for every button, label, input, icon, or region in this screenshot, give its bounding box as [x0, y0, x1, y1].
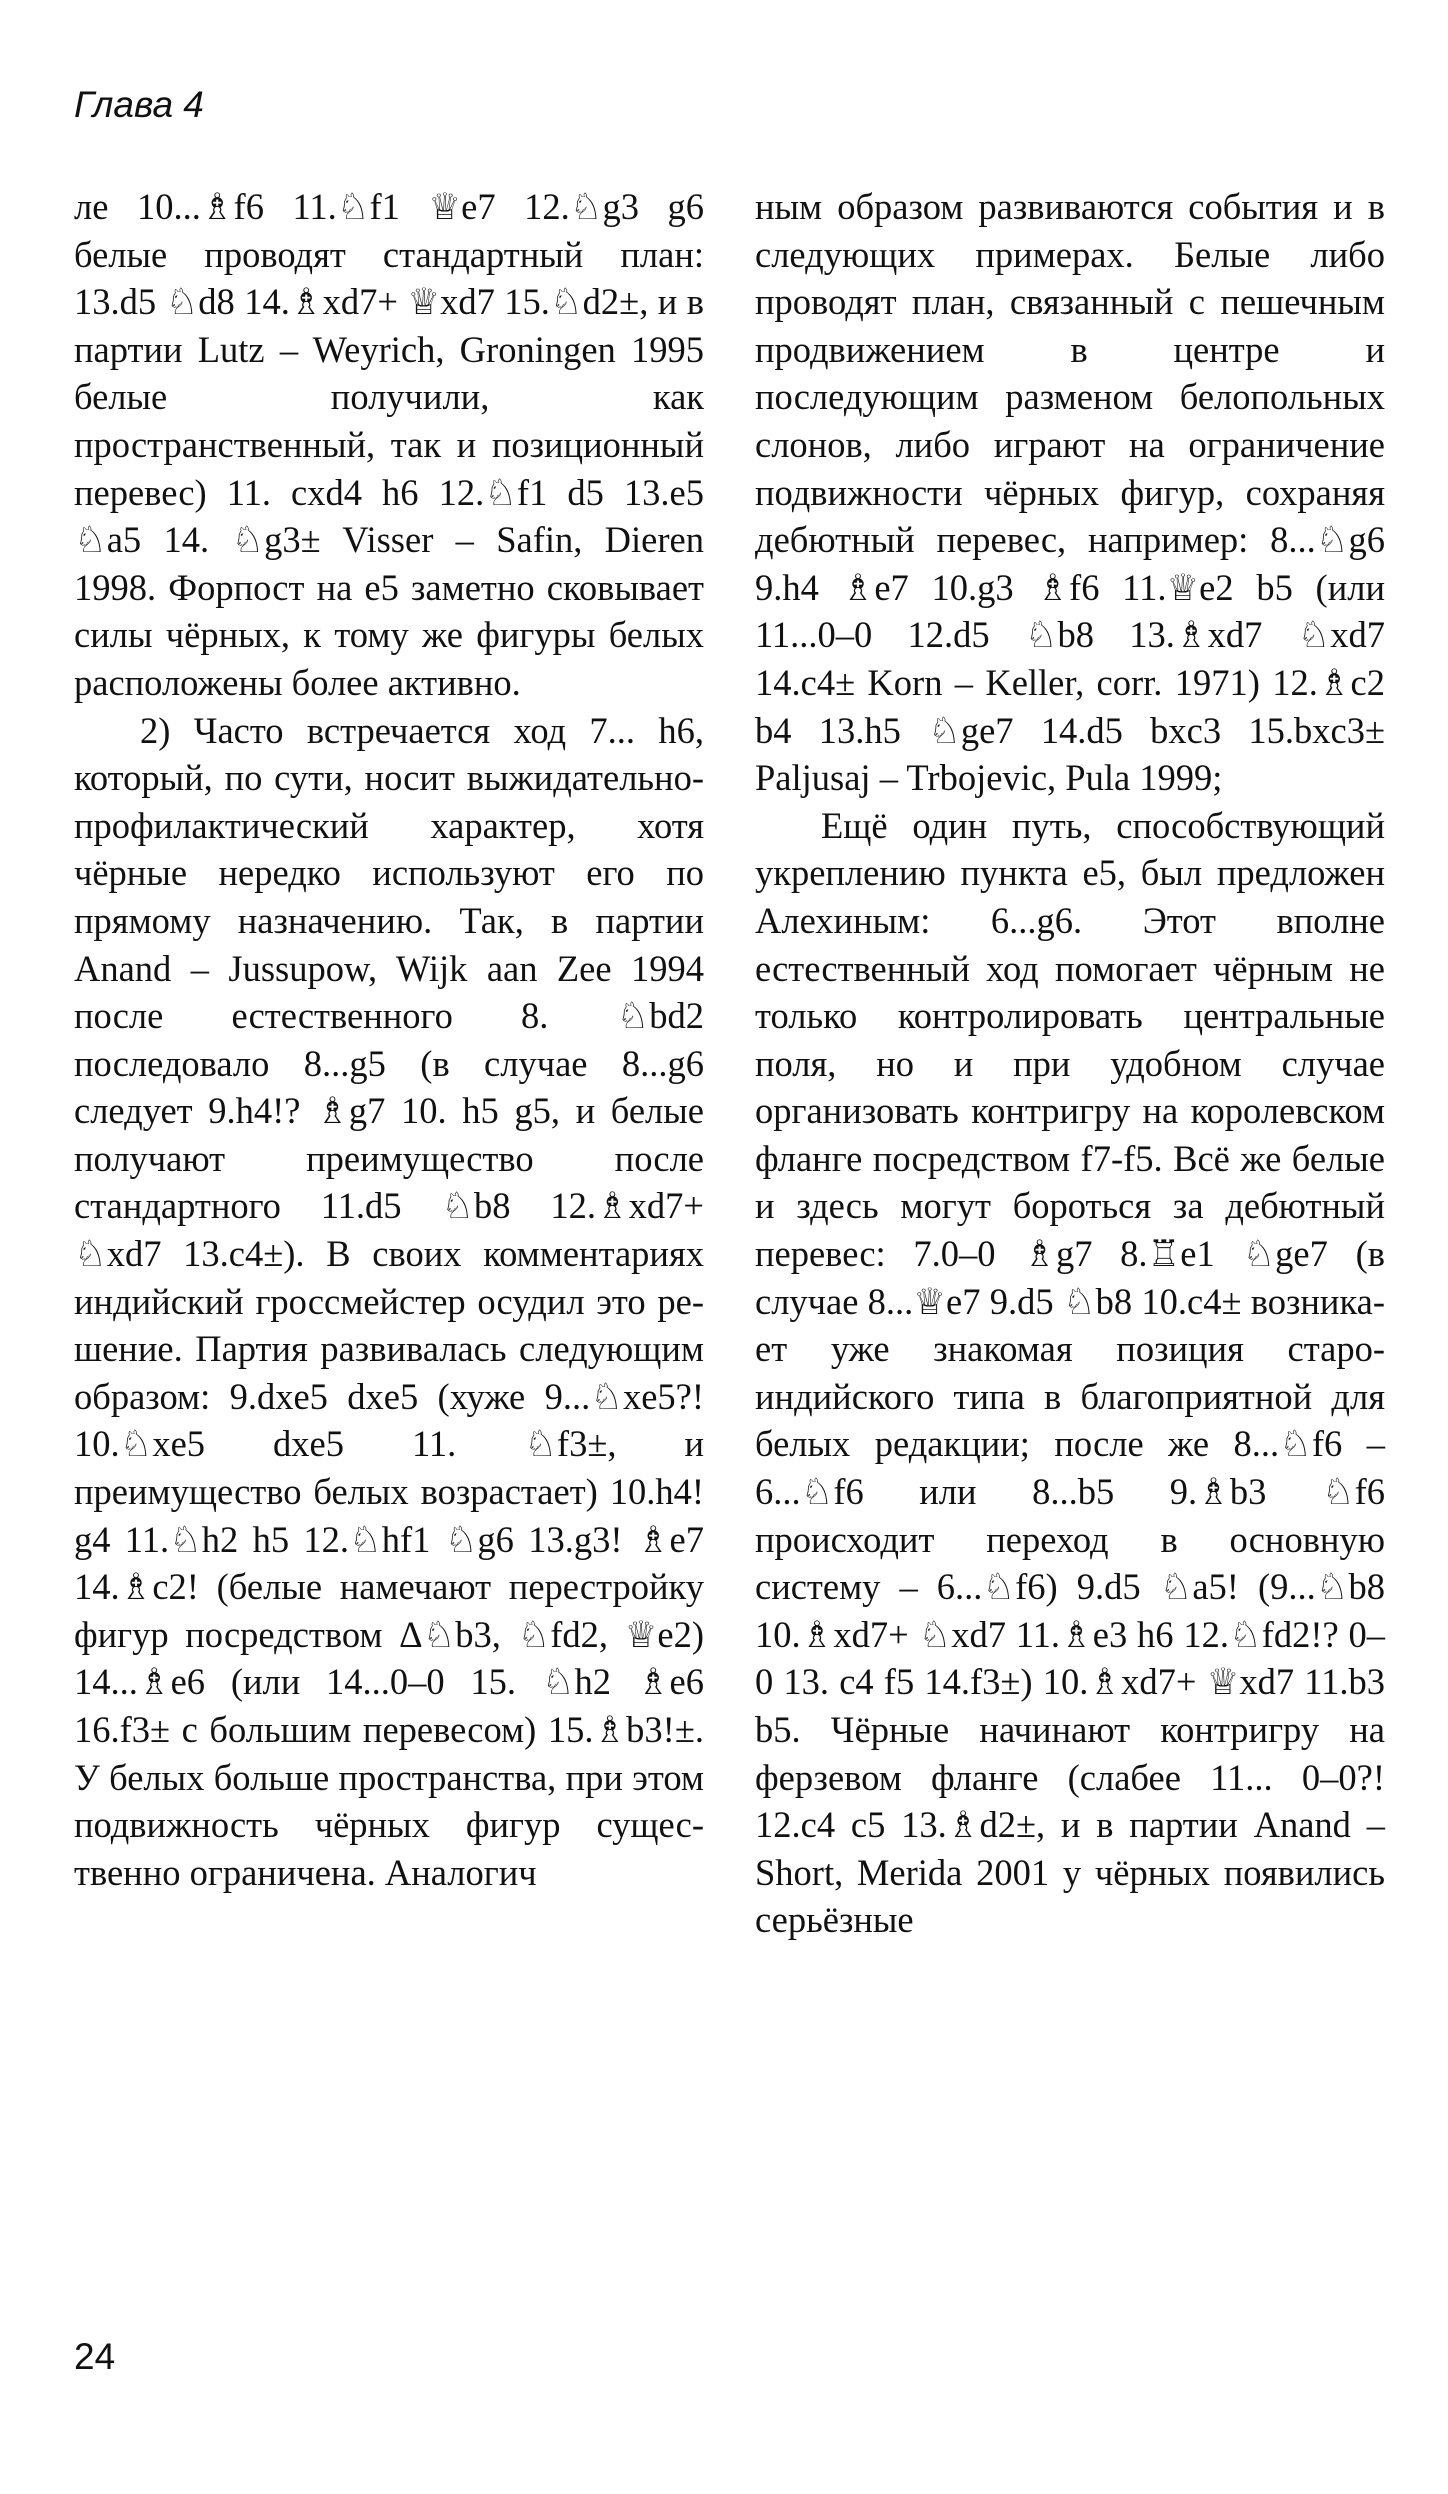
chapter-header: Глава 4 — [74, 84, 204, 125]
paragraph-continuation-right: ным образом развиваются события и в следующих примерах. Белые либо проводят план, связанный с пешечным продвижением в центре и последующим разменом белопольных слонов, либо играют на ограничение подвижности чёрных фигур, сохраняя дебютный перевес, например: 8...♘g6 9.h4 ♗e7 10.g3 ♗f6 11.♕e2 b5 (или 11...0–0 12.d5 ♘b8 13.♗xd7 ♘xd7 14.c4± Korn – Keller, corr. 1971) 12.♗c2 b4 13.h5 ♘ge7 14.d5 bxc3 15.bxc3± Paljusaj – Trbojevic, Pula 1999; — [755, 186, 1385, 799]
right-text-column — [755, 183, 1385, 1944]
paragraph-variation-2: 2) Часто встречается ход 7... h6, который, по сути, носит выжидательно-профилактический характер, хотя чёрные нередко используют его по прямому назначению. Так, в партии Anand – Jussupow, Wijk aan Zee 1994 после естественного 8. ♘bd2 последовало 8...g5 (в случае 8...g6 следует 9.h4!? ♗g7 10. h5 g5, и белые получают преимущество после стандартного 11.d5 ♘b8 12.♗xd7+ ♘xd7 13.c4±). В своих комментариях индийский гроссмейстер осудил это решение. Партия развивалась следующим образом: 9.dxe5 dxe5 (хуже 9...♘xe5?! 10.♘xe5 dxe5 11. ♘f3±, и преимущество белых возрастает) 10.h4! g4 11.♘h2 h5 12.♘hf1 ♘g6 13.g3! ♗e7 14.♗c2! (белые намечают перестройку фигур посредством Δ♘b3, ♘fd2, ♕e2) 14...♗e6 (или 14...0–0 15. ♘h2 ♗e6 16.f3± с большим перевесом) 15.♗b3!±. У белых больше пространства, при этом подвижность чёрных фигур существенно ограничена. Аналогич — [74, 709, 704, 1893]
paragraph-continuation: ле 10...♗f6 11.♘f1 ♕e7 12.♘g3 g6 белые проводят стандартный план: 13.d5 ♘d8 14.♗xd7+ ♕xd7 15.♘d2±, и в партии Lutz – Weyrich, Groningen 1995 белые получили, как пространственный, так и позиционный перевес) 11. cxd4 h6 12.♘f1 d5 13.e5 ♘a5 14. ♘g3± Visser – Safin, Dieren 1998. Форпост на е5 заметно сковывает силы чёрных, к тому же фигуры белых расположены более активно. — [74, 186, 704, 703]
left-text-column — [74, 183, 704, 1896]
paragraph-alekhine-line: Ещё один путь, способствующий укреплению пункта е5, был предложен Алехиным: 6...g6. Этот вполне естественный ход помогает чёрным не только контролировать центральные поля, но и при удобном случае организовать контригру на королевском фланге посредством f7-f5. Всё же белые и здесь могут бороться за дебютный перевес: 7.0–0 ♗g7 8.♖e1 ♘ge7 (в случае 8...♕e7 9.d5 ♘b8 10.c4± возникает уже знакомая позиция староиндийского типа в благоприятной для белых редакции; после же 8...♘f6 – 6...♘f6 или 8...b5 9.♗b3 ♘f6 происходит переход в основную систему – 6...♘f6) 9.d5 ♘a5! (9...♘b8 10.♗xd7+ ♘xd7 11.♗e3 h6 12.♘fd2!? 0–0 13. c4 f5 14.f3±) 10.♗xd7+ ♕xd7 11.b3 b5. Чёрные начинают контригру на ферзевом фланге (слабее 11... 0–0?! 12.c4 c5 13.♗d2±, и в партии Anand – Short, Merida 2001 у чёрных появились серьёзные — [755, 804, 1385, 1941]
page-number: 24 — [74, 2336, 116, 2377]
